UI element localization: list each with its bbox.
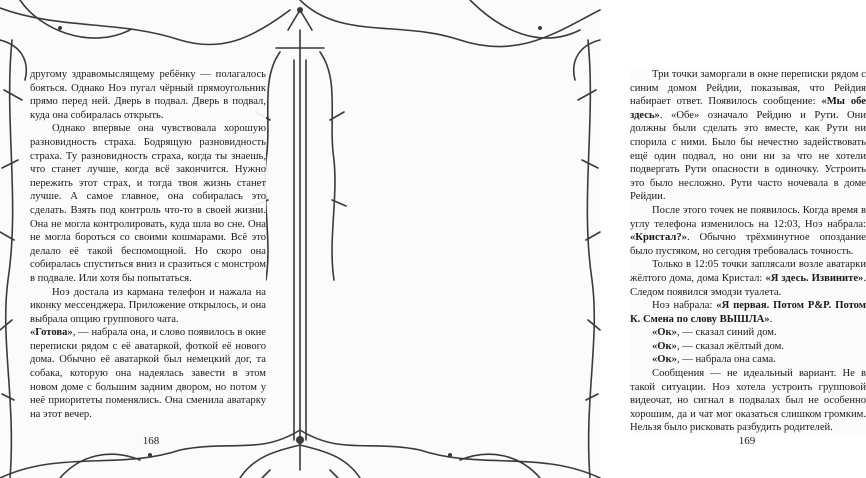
right-page: [300, 0, 866, 478]
quote-rest: , — набрала она, и слово появилось в окне переписки рядом с её аватаркой, фоткой её нового дома. Обычно её аватаркой был немецкий дог, та собака, которую она надеялась завести в этом новом доме с большим задним двором, но потом у неё приоритеты поменялись. Она сменила аватарку на этот вечер.: [30, 327, 266, 420]
text-run: . «Обе» означало Рейдию и Рути. Они должны были сделать это вместе, как Рути ни спорила с ними. Было бы нечестно задействовать ещё один подвал, но они ни за что не хотели подвергать Рути опасности в одиночку. Устроить это было несложно. Рути часто ночевала в доме Рейдии.: [630, 109, 866, 203]
bold-quote: «Готова»: [30, 327, 73, 339]
bold-quote: «Ок»: [652, 354, 677, 366]
text-run: , — набрала она сама.: [676, 354, 776, 366]
page-number: 169: [738, 435, 756, 447]
left-page: [0, 0, 300, 478]
text-run: Ноэ набрала:: [652, 300, 717, 312]
paragraph: Ноэ достала из кармана телефон и нажала на иконку мессенджера. Приложение открылось, и она выбрала опцию группового чата.: [30, 286, 266, 325]
text-run: После этого точек не появилось. Когда время в углу телефона изменилось на 12:03, Ноэ набрала:: [630, 204, 866, 230]
bold-quote: «Я здесь. Извините»: [765, 272, 864, 284]
text-run: . Следом появился эмодзи туалета.: [630, 272, 866, 298]
paragraph: Сообщения — не идеальный вариант. Не в такой ситуации. Ноэ хотела устроить групповой видеочат, но сигнал в подвалах был не особенно хорошим, да и чат мог оказаться слишком громким. Нельзя было рисковать разбудить родителей.: [630, 368, 866, 434]
left-page-text: [30, 68, 266, 421]
paragraph: [630, 204, 866, 258]
text-run: .: [769, 313, 773, 325]
text-run: Три точки заморгали в окне переписки рядом с синим домом Рейдии, показывая, что Рейдия набирает ответ. Появилось сообщение:: [630, 69, 866, 108]
bold-quote: «Ок»: [652, 327, 677, 339]
bold-quote: «Кристал?»: [630, 232, 687, 244]
text-run: , — сказал синий дом.: [676, 327, 777, 339]
bold-quote: «Ок»: [652, 340, 677, 352]
bold-quote: «Я первая. Потом P&P. Потом К. Смена по слову ВЫШЛА»: [630, 300, 866, 325]
text-run: Только в 12:05 точки заплясали возле аватарки жёлтого дома, дома Кристал:: [630, 259, 866, 284]
text-run: . Обычно трёхминутное опоздание было пустяком, но сегодня требовалась точность.: [630, 232, 866, 257]
paragraph: [630, 258, 866, 299]
paragraph: [630, 299, 866, 326]
bold-quote: «Мы обе здесь»: [630, 96, 866, 121]
reply-line: [630, 340, 866, 354]
paragraph: [630, 68, 866, 204]
text-run: , — сказал жёлтый дом.: [676, 340, 785, 352]
paragraph: другому здравомыслящему ребёнку — полагалось бояться. Однако Ноэ пугал чёрный прямоугольник прямо перед ней. Дверь в подвал. Дверь в подвал, куда она собиралась открыть.: [30, 69, 266, 121]
reply-line: [630, 353, 866, 367]
page-number: 168: [142, 435, 160, 447]
right-page-text: [630, 68, 866, 435]
paragraph: Однако впервые она чувствовала хорошую разновидность страха. Бодрящую разновидность страха. Ту разновидность страха, когда ты знаешь, что станет лучше, когда всё закончится. Нужно пережить этот страх, и тогда твоя жизнь станет лучше. А самое главное, она собиралась это сделать. Взять под контроль что-то в своей жизни. Она не могла контролировать, куда шла во сне. Она не могла бороться со своими кошмарами. Всё это делало её такой беспомощной. Но скоро она собиралась спуститься вниз и сразиться с монстром в подвале. Или хотя бы попытаться.: [30, 123, 266, 284]
paragraph: [30, 326, 266, 421]
reply-line: [630, 326, 866, 340]
